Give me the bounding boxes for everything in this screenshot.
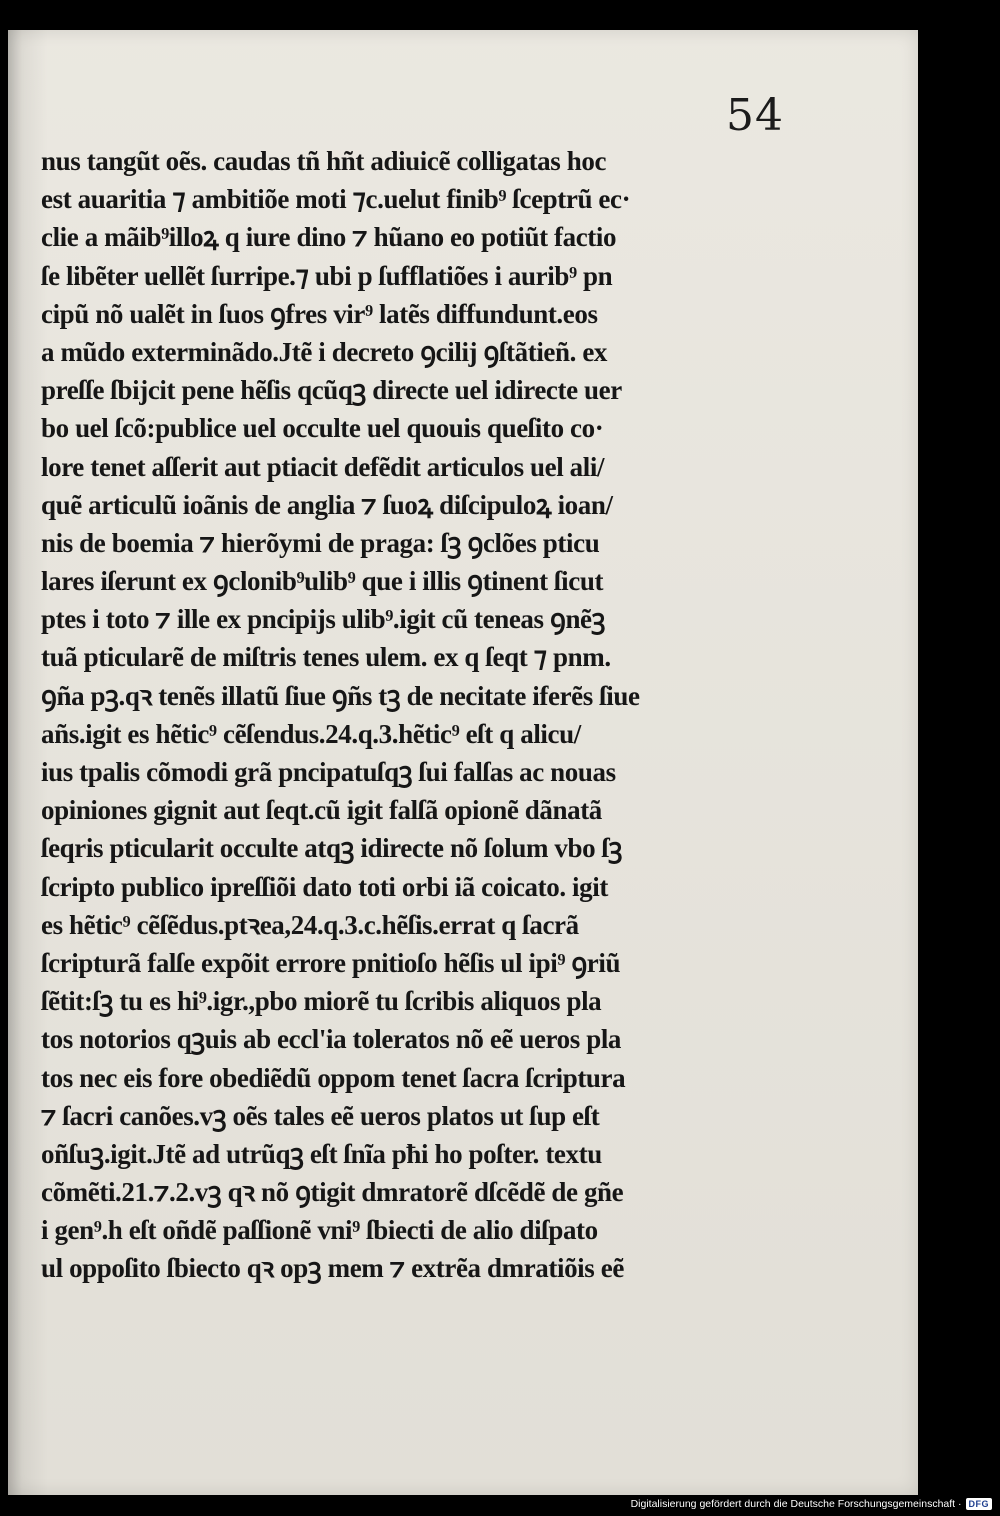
- text-line: ſeqris pticularit occulte atqꝫ idirecte nõ ſolum vbo ſꝫ: [41, 833, 623, 864]
- book-page: [8, 30, 918, 1495]
- folio-number: 54: [726, 90, 784, 141]
- text-line: quẽ articulũ ioãnis de anglia ⁊ ſuoꝝ diſcipuloꝝ ioan/: [41, 489, 613, 520]
- text-line: preſſe ſbijcit pene hẽſis qcũqꝫ directe uel idirecte uer: [41, 375, 622, 406]
- text-line: nis de boemia ⁊ hierõymi de praga: ſꝫ ꝯclões pticu: [41, 527, 600, 558]
- text-line: clie a mãib⁹illoꝝ q iure dino ⁊ hũano eo potiũt factio: [41, 222, 617, 253]
- text-line: tuã pticularẽ de miſtris tenes ulem. ex q ſeqt ⁊ pnm.: [41, 642, 611, 673]
- digitization-credit: [631, 1496, 992, 1512]
- text-line: lares iſerunt ex ꝯclonib⁹ulib⁹ que i illis ꝯtinent ſicut: [41, 566, 604, 597]
- text-line: lore tenet aſſerit aut ptiacit defẽdit articulos uel ali/: [41, 451, 605, 482]
- text-line: ⁊ ſacri canões.vꝫ oẽs tales eẽ ueros platos ut ſup eſt: [41, 1100, 600, 1131]
- credit-text: Digitalisierung gefördert durch die Deutsche Forschungsgemeinschaft ·: [630, 1498, 962, 1510]
- text-line: cipũ nõ ualẽt in ſuos ꝯfres vir⁹ latẽs diffundunt.eos: [41, 298, 598, 329]
- text-line: ius tpalis cõmodi grã pncipatuſqꝫ ſui falſas ac nouas: [41, 757, 616, 787]
- text-line: bo uel ſcõ:publice uel occulte uel quouis queſito co·: [41, 413, 604, 444]
- text-line: ꝯña pꝫ.qꝛ tenẽs illatũ ſiue ꝯñs tꝫ de necitate iferẽs ſiue: [41, 680, 640, 711]
- text-block: [41, 142, 801, 1288]
- text-line: nus tangũt oẽs. caudas tñ hñt adiuicẽ colligatas hoc: [41, 146, 607, 176]
- text-line: cõmẽti.21.⁊.2.vꝫ qꝛ nõ ꝯtigit dmratorẽ dſcẽdẽ de gñe: [41, 1177, 624, 1208]
- text-line: ſẽtit:ſꝫ tu es hi⁹.igr.,pbo miorẽ tu ſcribis aliquos pla: [41, 986, 602, 1017]
- text-line: est auaritia ⁊ ambitiõe moti ⁊c.uelut finib⁹ ſceptrũ ec·: [41, 184, 631, 215]
- dfg-logo: DFG: [966, 1498, 993, 1510]
- text-line: i gen⁹.h eſt oñdẽ paſſionẽ vni⁹ ſbiecti de alio diſpato: [41, 1215, 598, 1246]
- text-line: ul oppoſito ſbiecto qꝛ opꝫ mem ⁊ extrẽa dmratiõis eẽ: [41, 1253, 624, 1284]
- text-line: opiniones gignit aut ſeqt.cũ igit falſã opionẽ dãnatã: [41, 795, 602, 826]
- text-line: a mũdo exterminãdo.Jtẽ i decreto ꝯcilij ꝯſtãtieñ. ex: [41, 336, 608, 367]
- text-line: oñſuꝫ.igit.Jtẽ ad utrũqꝫ eſt ſnĩa pħi ho poſter. textu: [41, 1138, 602, 1169]
- text-line: ptes i toto ⁊ ille ex pncipijs ulib⁹.igit cũ teneas ꝯnẽꝫ: [41, 604, 606, 635]
- text-line: ſe libẽter uellẽt ſurripe.⁊ ubi p ſufflatiões i aurib⁹ pn: [41, 260, 613, 291]
- text-line: tos nec eis fore obediẽdũ oppom tenet ſacra ſcriptura: [41, 1062, 626, 1093]
- text-line: añs.igit es hẽtic⁹ cẽſendus.24.q.3.hẽtic⁹ eſt q alicu/: [41, 718, 581, 749]
- text-line: es hẽtic⁹ cẽſẽdus.ptꝛea,24.q.3.c.hẽſis.errat q ſacrã: [41, 909, 579, 940]
- text-line: ſcripturã falſe expõit errore pnitioſo hẽſis ul ipi⁹ ꝯriũ: [41, 947, 621, 978]
- text-line: tos notorios qꝫuis ab eccl'ia toleratos nõ eẽ ueros pla: [41, 1024, 622, 1055]
- text-line: ſcripto publico ipreſſiõi dato toti orbi iã coicato. igit: [41, 871, 608, 902]
